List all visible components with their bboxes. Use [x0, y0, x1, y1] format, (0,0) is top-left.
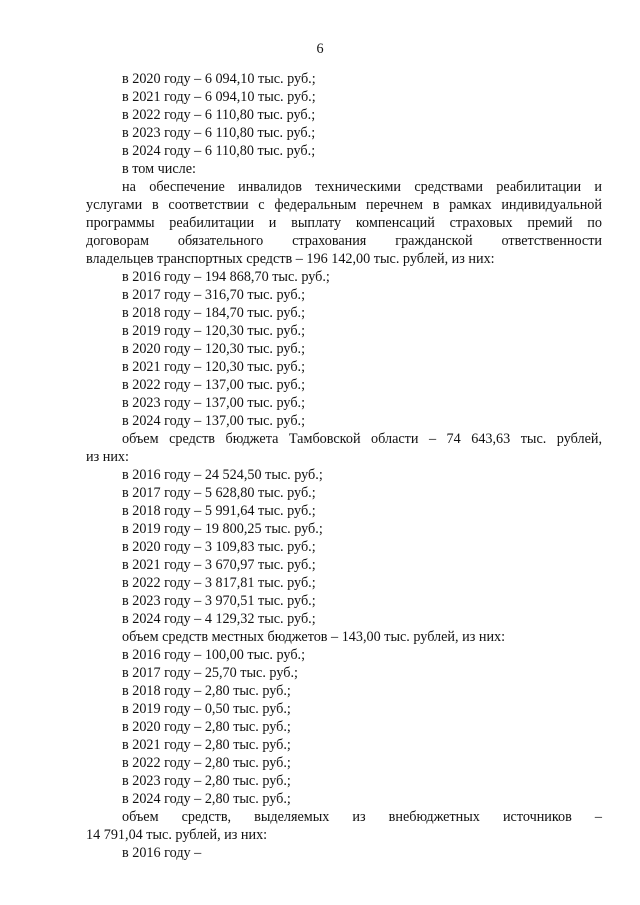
text-line: в 2021 году – 120,30 тыс. руб.; [122, 359, 306, 375]
text-line: в 2018 году – 2,80 тыс. руб.; [122, 683, 291, 699]
text-line: в 2023 году – 6 110,80 тыс. руб.; [122, 125, 316, 141]
text-line: в 2020 году – 3 109,83 тыс. руб.; [122, 539, 316, 555]
text-line: в 2023 году – 3 970,51 тыс. руб.; [122, 593, 316, 609]
text-line: объем средств бюджета Тамбовской области – 74 643,63 тыс. рублей, [122, 431, 602, 447]
text-line: в 2016 году – [122, 845, 202, 861]
text-line: в 2020 году – 120,30 тыс. руб.; [122, 341, 306, 357]
text-line: в 2019 году – 0,50 тыс. руб.; [122, 701, 291, 717]
text-line: в 2022 году – 2,80 тыс. руб.; [122, 755, 291, 771]
text-line: объем средств местных бюджетов – 143,00 тыс. рублей, из них: [122, 629, 506, 645]
text-line: договорам обязательного страхования гражданской ответственности [86, 233, 602, 249]
text-line: в 2023 году – 2,80 тыс. руб.; [122, 773, 291, 789]
text-line: в 2021 году – 6 094,10 тыс. руб.; [122, 89, 316, 105]
document-body [86, 70, 602, 862]
text-line: в 2024 году – 137,00 тыс. руб.; [122, 413, 306, 429]
text-line: в 2022 году – 6 110,80 тыс. руб.; [122, 107, 316, 123]
text-line: в том числе: [122, 161, 196, 177]
text-line: в 2017 году – 25,70 тыс. руб.; [122, 665, 298, 681]
text-line: программы реабилитации и выплату компенсаций страховых премий по [86, 215, 602, 231]
text-line: в 2021 году – 2,80 тыс. руб.; [122, 737, 291, 753]
text-line: в 2016 году – 194 868,70 тыс. руб.; [122, 269, 330, 285]
text-line: в 2019 году – 120,30 тыс. руб.; [122, 323, 306, 339]
text-line: в 2023 году – 137,00 тыс. руб.; [122, 395, 306, 411]
text-line: в 2024 году – 2,80 тыс. руб.; [122, 791, 291, 807]
text-line: в 2017 году – 5 628,80 тыс. руб.; [122, 485, 316, 501]
text-line: в 2020 году – 6 094,10 тыс. руб.; [122, 71, 316, 87]
text-line: из них: [86, 449, 129, 465]
text-line: в 2020 году – 2,80 тыс. руб.; [122, 719, 291, 735]
text-line: в 2017 году – 316,70 тыс. руб.; [122, 287, 306, 303]
text-line: в 2018 году – 184,70 тыс. руб.; [122, 305, 306, 321]
text-line: в 2016 году – 24 524,50 тыс. руб.; [122, 467, 323, 483]
text-line: в 2016 году – 100,00 тыс. руб.; [122, 647, 306, 663]
text-line: объем средств, выделяемых из внебюджетных источников – [122, 809, 602, 825]
text-line: в 2022 году – 137,00 тыс. руб.; [122, 377, 306, 393]
text-line: в 2022 году – 3 817,81 тыс. руб.; [122, 575, 316, 591]
text-line: в 2019 году – 19 800,25 тыс. руб.; [122, 521, 323, 537]
text-line: в 2018 году – 5 991,64 тыс. руб.; [122, 503, 316, 519]
text-line: в 2024 году – 4 129,32 тыс. руб.; [122, 611, 316, 627]
page-number: 6 [316, 41, 324, 57]
text-line: на обеспечение инвалидов техническими средствами реабилитации и [122, 179, 602, 195]
text-line: владельцев транспортных средств – 196 142,00 тыс. рублей, из них: [86, 251, 495, 267]
text-line: 14 791,04 тыс. рублей, из них: [86, 827, 268, 843]
text-line: в 2021 году – 3 670,97 тыс. руб.; [122, 557, 316, 573]
text-line: в 2024 году – 6 110,80 тыс. руб.; [122, 143, 316, 159]
text-line: услугами в соответствии с федеральным перечнем в рамках индивидуальной [86, 197, 602, 213]
